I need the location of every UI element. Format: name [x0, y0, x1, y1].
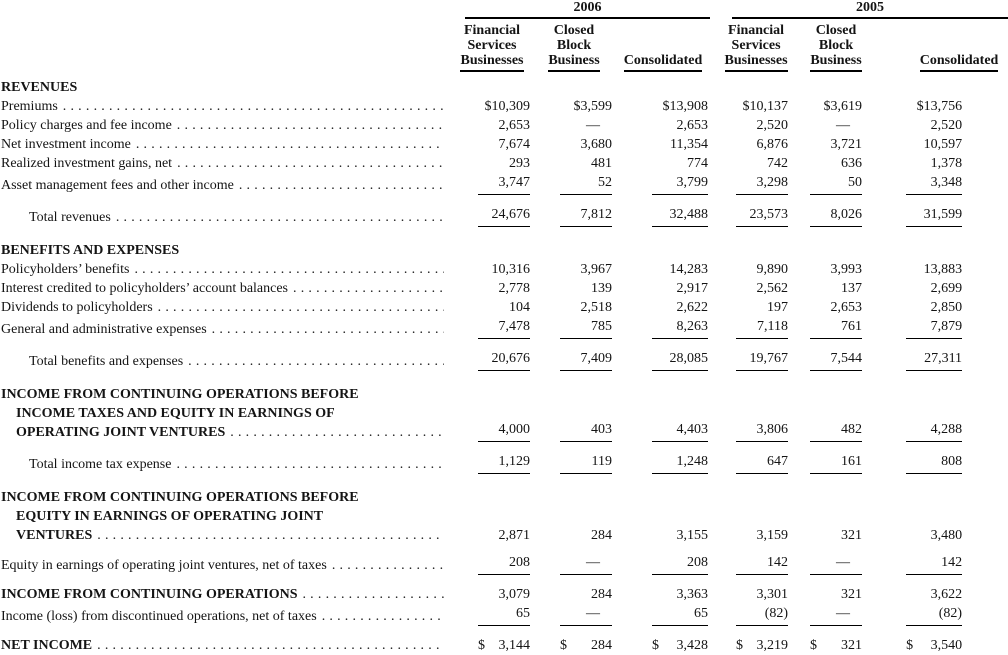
dot-leader	[136, 135, 444, 154]
dot-leader	[158, 298, 444, 317]
table-row	[0, 317, 1008, 341]
value-cell: 197	[767, 300, 789, 315]
column-header-line: Services	[467, 38, 517, 53]
table-row	[0, 628, 1008, 655]
row-label-line: EQUITY IN EARNINGS OF OPERATING JOINT	[16, 509, 324, 524]
column-header	[920, 53, 999, 72]
table-body	[0, 72, 1008, 655]
value-number: 3,428	[676, 638, 709, 653]
value-cell: 2,850	[930, 300, 963, 315]
value-cell: —	[810, 553, 862, 575]
year-group-rule	[732, 0, 1008, 19]
year-label: 2005	[856, 0, 885, 15]
value-cell: 3,480	[930, 528, 963, 543]
value-cell: 2,917	[676, 281, 709, 296]
column-header	[624, 53, 703, 72]
value-cell: 27,311	[906, 349, 962, 371]
value-cell: 2,520	[930, 118, 963, 133]
row-label-line: VENTURES	[16, 528, 93, 543]
value-cell	[906, 636, 962, 655]
value-cell: 52	[560, 173, 612, 195]
value-cell: 10,316	[491, 262, 530, 277]
column-header	[460, 23, 523, 72]
value-cell: 3,993	[830, 262, 863, 277]
dollar-sign: $	[652, 638, 660, 653]
value-cell: 65	[652, 604, 708, 626]
value-cell: 3,680	[580, 137, 612, 152]
value-cell: (82)	[736, 604, 788, 626]
section-row	[0, 72, 1008, 97]
value-cell: 50	[810, 173, 862, 195]
value-cell: 137	[841, 281, 863, 296]
dot-leader	[293, 279, 444, 298]
value-cell: 139	[591, 281, 612, 296]
row-label: General and administrative expenses	[1, 322, 207, 337]
table-row	[0, 476, 1008, 545]
value-cell: 3,159	[756, 528, 789, 543]
value-cell: 119	[560, 452, 612, 474]
value-cell: 321	[841, 528, 863, 543]
dot-leader	[63, 97, 444, 116]
value-cell: 3,622	[930, 587, 963, 602]
row-label: Premiums	[1, 99, 58, 114]
column-header-line: Business	[548, 53, 600, 68]
section-row	[0, 229, 1008, 260]
column-header-line: Business	[810, 53, 862, 68]
dot-leader	[332, 556, 444, 575]
column-header	[548, 23, 599, 72]
table-row	[0, 577, 1008, 604]
value-cell: 6,876	[756, 137, 789, 152]
value-number: 321	[841, 638, 863, 653]
value-cell: 742	[767, 156, 789, 171]
row-label: Dividends to policyholders	[1, 300, 153, 315]
value-cell: 19,767	[736, 349, 788, 371]
value-cell: 3,348	[906, 173, 962, 195]
value-cell: 2,622	[676, 300, 709, 315]
dollar-sign: $	[906, 638, 914, 653]
dollar-sign: $	[810, 638, 818, 653]
value-cell	[560, 636, 612, 655]
dot-leader	[97, 636, 444, 655]
column-header-line: Closed	[553, 23, 595, 38]
value-cell: 2,653	[830, 300, 863, 315]
year-group-rule	[465, 0, 710, 19]
value-cell: 14,283	[669, 262, 709, 277]
value-cell: 321	[841, 587, 863, 602]
value-cell: 8,263	[652, 317, 708, 339]
value-cell	[736, 636, 788, 655]
row-label: Total benefits and expenses	[29, 354, 184, 369]
row-label: Income (loss) from discontinued operations, net of taxes	[1, 609, 317, 624]
value-cell: 4,000	[478, 420, 530, 442]
value-cell: 4,403	[652, 420, 708, 442]
section-heading: REVENUES	[1, 80, 78, 95]
value-cell: 3,155	[676, 528, 709, 543]
table-row	[0, 604, 1008, 628]
value-cell: $10,309	[484, 99, 530, 114]
value-cell: 2,518	[580, 300, 612, 315]
value-cell: 24,676	[478, 205, 530, 227]
value-cell: 403	[560, 420, 612, 442]
value-cell: $10,137	[742, 99, 789, 114]
value-cell	[810, 636, 862, 655]
value-cell: 2,778	[498, 281, 530, 296]
value-cell: 208	[478, 553, 530, 575]
value-cell: 142	[906, 553, 962, 575]
value-cell: 13,883	[923, 262, 963, 277]
dot-leader	[212, 320, 444, 339]
value-cell: 481	[591, 156, 612, 171]
value-cell	[478, 636, 530, 655]
table-row	[0, 545, 1008, 577]
value-cell: 104	[509, 300, 530, 315]
value-cell: 161	[810, 452, 862, 474]
dot-leader	[188, 352, 444, 371]
value-cell: 3,301	[756, 587, 789, 602]
value-cell: 31,599	[906, 205, 962, 227]
value-cell: 761	[810, 317, 862, 339]
value-cell: (82)	[906, 604, 962, 626]
value-cell: 284	[591, 587, 612, 602]
dollar-sign: $	[736, 638, 744, 653]
table-row	[0, 260, 1008, 279]
dollar-sign: $	[560, 638, 567, 653]
row-label: Total revenues	[29, 210, 111, 225]
value-cell: 208	[652, 553, 708, 575]
value-cell: 4,288	[906, 420, 962, 442]
row-label: Interest credited to policyholders’ account balances	[1, 281, 289, 296]
table-row	[0, 279, 1008, 298]
table-row	[0, 373, 1008, 444]
row-label: Policyholders’ benefits	[1, 262, 130, 277]
value-cell: —	[586, 118, 600, 133]
value-cell: 3,806	[736, 420, 788, 442]
value-number: 284	[591, 638, 612, 653]
value-cell: 785	[560, 317, 612, 339]
row-label: Policy charges and fee income	[1, 118, 172, 133]
value-cell: 7,544	[810, 349, 862, 371]
table-row	[0, 444, 1008, 476]
value-cell: 7,674	[498, 137, 530, 152]
value-cell: 482	[810, 420, 862, 442]
value-cell: 808	[906, 452, 962, 474]
table-row	[0, 197, 1008, 229]
value-cell: 647	[736, 452, 788, 474]
dot-leader	[302, 585, 444, 604]
dot-leader	[230, 423, 444, 442]
year-label: 2006	[573, 0, 602, 15]
row-label: NET INCOME	[1, 638, 93, 653]
row-label: Realized investment gains, net	[1, 156, 173, 171]
row-label-line: OPERATING JOINT VENTURES	[16, 425, 226, 440]
section-heading: BENEFITS AND EXPENSES	[1, 243, 180, 258]
value-cell: 8,026	[810, 205, 862, 227]
value-cell: 7,879	[906, 317, 962, 339]
dot-leader	[177, 116, 444, 135]
column-header-line: Financial	[728, 23, 785, 38]
dot-leader	[134, 260, 444, 279]
table-row	[0, 97, 1008, 116]
value-cell: 1,378	[930, 156, 963, 171]
column-header	[810, 23, 861, 72]
value-cell: $13,756	[916, 99, 963, 114]
row-label-line: INCOME TAXES AND EQUITY IN EARNINGS OF	[16, 406, 335, 421]
value-cell: —	[836, 118, 851, 133]
value-cell: 1,129	[478, 452, 530, 474]
value-cell: $3,599	[573, 99, 612, 114]
dot-leader	[176, 455, 444, 474]
table-row	[0, 116, 1008, 135]
value-number: 3,144	[498, 638, 530, 653]
column-header-line: Block	[556, 38, 592, 53]
row-label: Equity in earnings of operating joint ventures, net of taxes	[1, 558, 327, 573]
dot-leader	[116, 208, 444, 227]
column-header-line: Closed	[815, 23, 857, 38]
value-cell: 284	[591, 528, 612, 543]
row-label: Asset management fees and other income	[1, 178, 234, 193]
value-cell: 65	[478, 604, 530, 626]
value-cell: 11,354	[670, 137, 709, 152]
dot-leader	[97, 526, 444, 545]
value-cell: 3,721	[830, 137, 863, 152]
column-header-line: Services	[731, 38, 781, 53]
column-header-line: Businesses	[460, 53, 524, 68]
value-cell: 23,573	[736, 205, 788, 227]
column-header	[725, 23, 788, 72]
value-cell: —	[810, 604, 862, 626]
value-cell: 774	[687, 156, 709, 171]
table-row	[0, 154, 1008, 173]
column-header-line: Financial	[463, 23, 520, 38]
table-row	[0, 135, 1008, 154]
value-cell: 2,520	[756, 118, 789, 133]
table-row	[0, 298, 1008, 317]
value-cell: —	[560, 604, 612, 626]
value-number: 3,540	[930, 638, 963, 653]
value-cell: 20,676	[478, 349, 530, 371]
value-cell: 2,653	[498, 118, 530, 133]
value-cell	[652, 636, 708, 655]
value-cell: 3,298	[736, 173, 788, 195]
value-cell: 7,118	[736, 317, 788, 339]
table-row	[0, 341, 1008, 373]
dot-leader	[322, 607, 444, 626]
value-cell: 636	[841, 156, 863, 171]
value-cell: 3,747	[478, 173, 530, 195]
value-cell: 10,597	[923, 137, 963, 152]
value-cell: 2,653	[676, 118, 709, 133]
row-label: Net investment income	[1, 137, 131, 152]
value-cell: 1,248	[652, 452, 708, 474]
row-label-line: INCOME FROM CONTINUING OPERATIONS BEFORE	[1, 387, 359, 402]
dollar-sign: $	[478, 638, 485, 653]
value-cell: 7,478	[478, 317, 530, 339]
value-number: 3,219	[756, 638, 789, 653]
value-cell: 28,085	[652, 349, 708, 371]
value-cell: 293	[509, 156, 530, 171]
value-cell: 7,812	[560, 205, 612, 227]
dot-leader	[239, 176, 444, 195]
table-row	[0, 173, 1008, 197]
column-header-line: Block	[818, 38, 854, 53]
value-cell: 7,409	[560, 349, 612, 371]
value-cell: 32,488	[652, 205, 708, 227]
column-header-line: Consolidated	[623, 53, 703, 68]
value-cell: $3,619	[823, 99, 863, 114]
column-header-line: Consolidated	[919, 53, 999, 68]
row-label: Total income tax expense	[29, 457, 172, 472]
value-cell: 2,562	[756, 281, 789, 296]
value-cell: 3,799	[652, 173, 708, 195]
value-cell: $13,908	[662, 99, 709, 114]
column-header-line: Businesses	[724, 53, 788, 68]
value-cell: 3,967	[580, 262, 612, 277]
table-header	[0, 0, 1008, 72]
dot-leader	[177, 154, 444, 173]
row-label-line: INCOME FROM CONTINUING OPERATIONS BEFORE	[1, 490, 359, 505]
value-cell: 142	[736, 553, 788, 575]
value-cell: 9,890	[756, 262, 789, 277]
value-cell: 3,079	[498, 587, 530, 602]
row-label: INCOME FROM CONTINUING OPERATIONS	[1, 587, 298, 602]
value-cell: —	[560, 553, 612, 575]
value-cell: 2,699	[930, 281, 963, 296]
value-cell: 2,871	[498, 528, 530, 543]
value-cell: 3,363	[676, 587, 709, 602]
